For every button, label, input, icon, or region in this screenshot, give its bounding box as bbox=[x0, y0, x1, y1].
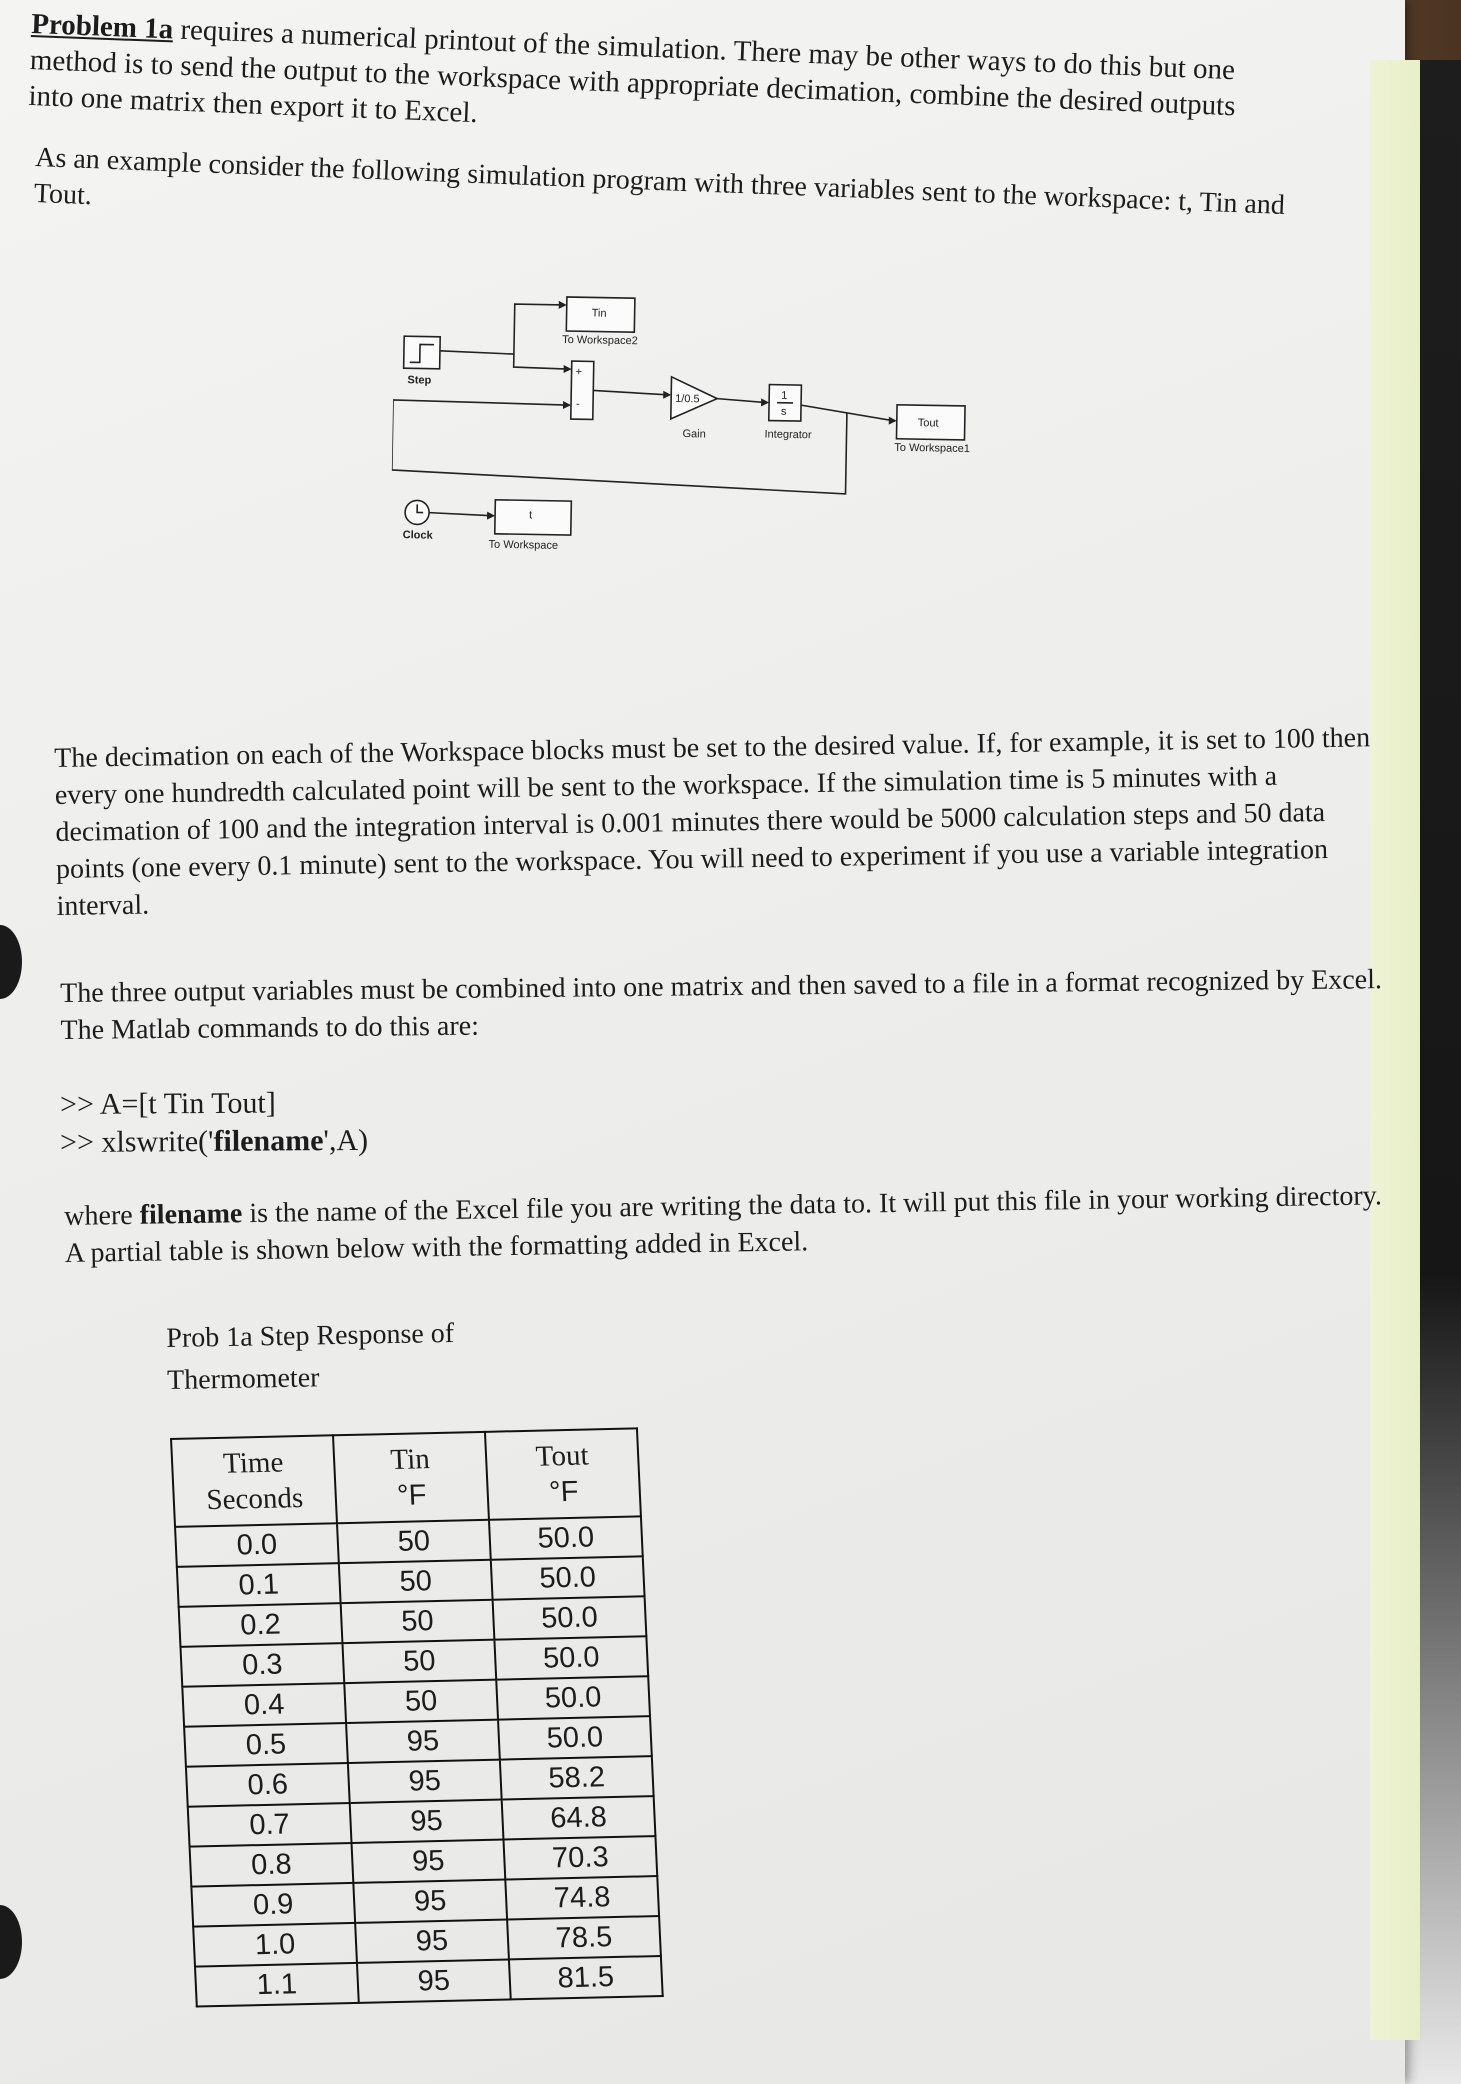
cell-time: 0.8 bbox=[190, 1843, 354, 1887]
simulink-diagram-svg bbox=[389, 290, 1070, 652]
command-2-prefix: >> xlswrite(' bbox=[60, 1124, 214, 1159]
header-tin-unit: °F bbox=[396, 1479, 428, 1512]
cell-tin: 95 bbox=[355, 1919, 509, 1962]
sum-to-gain-line bbox=[593, 390, 667, 394]
header-tout bbox=[485, 1428, 641, 1519]
header-time bbox=[171, 1435, 337, 1527]
arrow-t bbox=[487, 512, 495, 520]
sum-plus-sign: + bbox=[575, 366, 583, 379]
gain-to-integrator-line bbox=[717, 399, 765, 403]
cell-time: 0.4 bbox=[182, 1683, 346, 1727]
header-time-line2: Seconds bbox=[205, 1482, 304, 1517]
sum-minus-sign: - bbox=[575, 398, 580, 411]
cell-tout: 78.5 bbox=[507, 1916, 661, 1959]
t-block-label: t bbox=[528, 509, 533, 522]
cell-tin: 95 bbox=[353, 1880, 507, 1923]
tout-block-label: Tout bbox=[917, 417, 939, 430]
decimation-paragraph: The decimation on each of the Workspace blocks must be set to the desired value. If, for example, it is set to 100 then every one hundredth calculated point will be sent to the workspace. If the simulation time is 5 minutes with a decimation of 100 and the integration interval is 0.001 minutes there would be 5000 calculation steps and 50 data points (one every 0.1 minute) sent to the workspace. You will need to experiment if you use a variable integration interval. bbox=[54, 722, 1371, 922]
cell-tout: 70.3 bbox=[503, 1836, 657, 1879]
cell-tin: 95 bbox=[352, 1840, 506, 1883]
step-to-sum-line bbox=[514, 354, 568, 369]
arrow-tin bbox=[559, 301, 567, 309]
example-intro: As an example consider the following simulation program with three variables sent to the workspace: t, Tin and Tout. bbox=[33, 141, 1286, 221]
where-paragraph bbox=[64, 1177, 1405, 1272]
cell-tin: 50 bbox=[342, 1640, 496, 1683]
clock-label: Clock bbox=[402, 529, 433, 542]
cell-tout: 58.2 bbox=[500, 1756, 654, 1799]
combine-paragraph: The three output variables must be combined into one matrix and then saved to a file in a format recognized by Excel. The Matlab commands to do this are: bbox=[60, 964, 1383, 1046]
header-tout-unit: °F bbox=[548, 1475, 580, 1509]
step-response-table bbox=[170, 1427, 664, 2007]
arrow-tout bbox=[889, 417, 897, 425]
cell-time: 0.2 bbox=[179, 1603, 343, 1647]
gain-label: Gain bbox=[682, 428, 706, 441]
cell-time: 0.7 bbox=[188, 1803, 352, 1847]
cell-tin: 95 bbox=[350, 1800, 504, 1843]
cell-tout: 50.0 bbox=[493, 1596, 647, 1639]
simulink-diagram bbox=[389, 290, 1070, 652]
matlab-command-2 bbox=[60, 1124, 368, 1160]
arrow-gain bbox=[663, 391, 671, 399]
integrator-numerator: 1 bbox=[781, 389, 788, 402]
header-tin bbox=[333, 1432, 489, 1523]
step-label: Step bbox=[407, 374, 432, 387]
cell-tin: 95 bbox=[357, 1959, 511, 2002]
cell-time: 1.0 bbox=[193, 1923, 357, 1967]
problem-heading: Problem 1a bbox=[30, 7, 174, 46]
t-block-caption: To Workspace bbox=[488, 538, 559, 552]
cell-tout: 50.0 bbox=[498, 1716, 652, 1759]
header-tout-line1: Tout bbox=[535, 1439, 590, 1473]
tin-block-caption: To Workspace2 bbox=[562, 333, 638, 348]
cell-time: 0.9 bbox=[191, 1883, 355, 1927]
integrator-label: Integrator bbox=[764, 428, 812, 442]
cell-tout: 64.8 bbox=[502, 1796, 656, 1839]
table-body bbox=[175, 1516, 663, 2006]
cell-tout: 50.0 bbox=[489, 1516, 643, 1559]
cell-tin: 50 bbox=[337, 1520, 491, 1563]
arrow-integrator bbox=[761, 398, 769, 406]
arrow-sum-minus bbox=[563, 401, 571, 409]
tin-block-label: Tin bbox=[591, 307, 607, 320]
where-prefix: where bbox=[64, 1199, 140, 1232]
cell-tout: 50.0 bbox=[496, 1676, 650, 1719]
data-table-wrap bbox=[170, 1427, 664, 2007]
intro-text: requires a numerical printout of the simulation. There may be other ways to do this but one method is to send the output to the workspace with appropriate decimation, combine the desired outputs into one matrix then export it to Excel. bbox=[27, 13, 1237, 130]
table-caption: Prob 1a Step Response of Thermometer bbox=[166, 1317, 455, 1396]
step-to-tin-line bbox=[440, 303, 563, 355]
matlab-command-1: >> A=[t Tin Tout] bbox=[60, 1086, 276, 1121]
arrow-sum-plus bbox=[564, 365, 572, 373]
table-header-row bbox=[171, 1428, 641, 1527]
cell-tout: 50.0 bbox=[494, 1636, 648, 1679]
where-filename: filename bbox=[139, 1198, 243, 1231]
gain-value: 1/0.5 bbox=[675, 392, 700, 406]
cell-time: 0.3 bbox=[180, 1643, 344, 1687]
cell-time: 0.6 bbox=[186, 1763, 350, 1807]
cell-tout: 50.0 bbox=[491, 1556, 645, 1599]
cell-time: 0.1 bbox=[177, 1563, 341, 1607]
t-workspace-block bbox=[495, 500, 572, 535]
cell-tin: 50 bbox=[344, 1680, 498, 1723]
cell-tin: 95 bbox=[348, 1760, 502, 1803]
step-block bbox=[404, 336, 441, 369]
cell-time: 1.1 bbox=[195, 1963, 359, 2007]
where-rest: is the name of the Excel file you are writing the data to. It will put this file in your working directory. A partial table is shown below with the formatting added in Excel. bbox=[64, 1180, 1383, 1269]
cell-tout: 81.5 bbox=[509, 1956, 663, 1999]
sum-block bbox=[571, 361, 594, 419]
cell-tin: 50 bbox=[339, 1560, 493, 1603]
cell-tin: 50 bbox=[341, 1600, 495, 1643]
header-time-line1: Time bbox=[222, 1446, 285, 1480]
integrator-denominator: s bbox=[780, 405, 787, 418]
cell-time: 0.5 bbox=[184, 1723, 348, 1767]
cell-tout: 74.8 bbox=[505, 1876, 659, 1919]
cell-tin: 95 bbox=[346, 1720, 500, 1763]
header-tin-line1: Tin bbox=[389, 1443, 431, 1476]
cell-time: 0.0 bbox=[175, 1523, 339, 1567]
command-2-filename: filename bbox=[213, 1124, 324, 1158]
intro-paragraph bbox=[28, 6, 1271, 162]
clock-to-t-line bbox=[429, 513, 491, 516]
tout-block-caption: To Workspace1 bbox=[894, 441, 971, 456]
command-2-suffix: ',A) bbox=[323, 1123, 369, 1158]
